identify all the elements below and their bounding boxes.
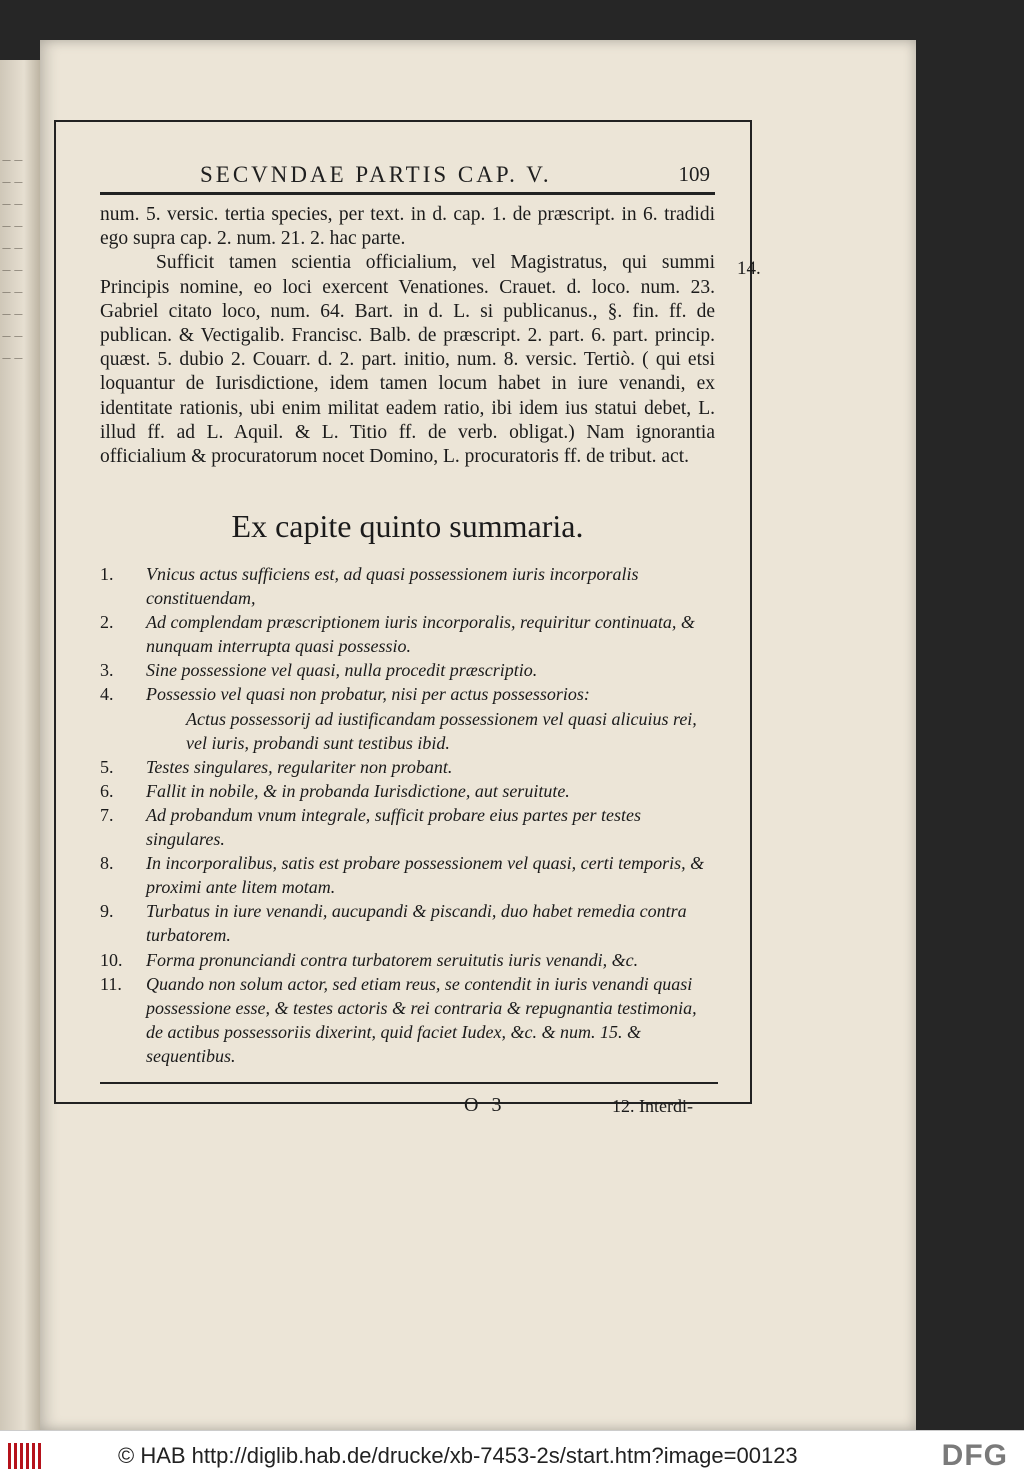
previous-page-text-fragment: — — — — — — — — — — — — — — — — — — — —: [2, 156, 23, 364]
summary-item: [100, 562, 715, 610]
body-paragraph: Sufficit tamen scientia officialium, vel Magistratus, qui summi Principis nomine, eo loci exercent Venationes. Crauet. d. loco. num. 23. Gabriel citato loco, num. 64. Bart. in d. L. si publicanus., §. fin. ff. de publican. & Vectigalib. Francisc. Balb. de præscript. 2. part. 6. part. princip. quæst. 5. dubio 2. Couarr. d. 2. part. initio, num. 8. versic. Tertiò. ( qui etsi loquantur de Iurisdictione, idem tamen locum habet in iure venandi, ex identitate rationis, ubi enim militat eadem ratio, ibi idem ius statui debet, L. illud ff. ad L. Aquil. & L. Titio ff. de verb. obligat.) Nam ignorantia officialium & procuratorum nocet Domino, L. procuratoris ff. de tribut. act.: [100, 252, 715, 468]
summary-list: [100, 562, 715, 1068]
summary-item-number: 7.: [100, 804, 114, 825]
summary-item-number: 5.: [100, 756, 114, 777]
summary-item-text: Possessio vel quasi non probatur, nisi per actus possessorios:: [146, 684, 590, 705]
summary-item-number: 9.: [100, 901, 114, 922]
summary-item: [100, 682, 715, 754]
summary-item-number: 6.: [100, 780, 114, 801]
body-paragraph: num. 5. versic. tertia species, per text. in d. cap. 1. de præscript. in 6. tradidi ego supra cap. 2. num. 21. 2. hac parte.: [100, 204, 715, 250]
summary-item-text: Quando non solum actor, sed etiam reus, se contendit in iuris venandi quasi possessione esse, & testes actoris & rei contraria & repugnantia testimonia, de actibus possessoriis dixerint, quid faciet Iudex, &c. & num. 15. & sequentibus.: [146, 973, 697, 1066]
summary-item-text: Vnicus actus sufficiens est, ad quasi possessionem iuris incorporalis constituendam,: [146, 564, 639, 609]
summary-item-subtext: Actus possessorij ad iustificandam possessionem vel quasi alicuius rei, vel iuris, probandi sunt testibus ibid.: [186, 708, 697, 753]
summary-item-text: Ad complendam præscriptionem iuris incorporalis, requiritur continuata, & nunquam interrupta quasi possessio.: [146, 612, 695, 657]
summary-item: [100, 658, 715, 682]
summary-item: [100, 803, 715, 851]
body-text: [100, 203, 715, 469]
summary-item: [100, 779, 715, 803]
footer-bar: [0, 1430, 1024, 1481]
summary-item: [100, 972, 715, 1068]
summary-item-text: Turbatus in iure venandi, aucupandi & piscandi, duo habet remedia contra turbatorem.: [146, 901, 687, 946]
catchword: 12. Interdi-: [612, 1096, 693, 1116]
hab-barcode-logo-icon: [8, 1443, 44, 1469]
summary-item-number: 4.: [100, 684, 114, 705]
summary-heading: Ex capite quinto summaria.: [231, 508, 584, 544]
margin-note: 14.: [737, 258, 761, 279]
summary-item: [100, 948, 715, 972]
page-number: 109: [678, 162, 710, 186]
bottom-rule: [100, 1082, 718, 1084]
dfg-logo: DFG: [941, 1439, 1008, 1472]
summary-item: [100, 610, 715, 658]
summary-item-number: 2.: [100, 612, 114, 633]
previous-page-edge: [0, 60, 40, 1430]
summary-item-text: In incorporalibus, satis est probare possessionem vel quasi, certi temporis, & proximi ante litem motam.: [146, 853, 705, 898]
header-rule: [100, 192, 715, 195]
summary-item-text: Ad probandum vnum integrale, sufficit probare eius partes per testes singulares.: [146, 804, 641, 850]
summary-item: [100, 851, 715, 899]
signature-mark: O 3: [464, 1094, 506, 1116]
summary-item-number: 8.: [100, 853, 114, 874]
summary-item-text: Sine possessione vel quasi, nulla procedit præscriptio.: [146, 660, 538, 681]
summary-item-text: Fallit in nobile, & in probanda Iurisdictione, aut seruitute.: [146, 780, 570, 801]
summary-item-number: 11.: [100, 973, 122, 994]
summary-item-text: Forma pronunciandi contra turbatorem seruitutis iuris venandi, &c.: [146, 949, 639, 970]
summary-item-number: 10.: [100, 949, 123, 970]
footer-source-link[interactable]: © HAB http://diglib.hab.de/drucke/xb-7453-2s/start.htm?image=00123: [118, 1443, 798, 1468]
running-head: SECVNDAE PARTIS CAP. V.: [200, 162, 552, 187]
header-row: [100, 162, 710, 190]
summary-item: [100, 755, 715, 779]
summary-item: [100, 899, 715, 947]
summary-item-number: 3.: [100, 660, 114, 681]
summary-item-text: Testes singulares, regulariter non probant.: [146, 756, 453, 777]
summary-item-number: 1.: [100, 564, 114, 584]
